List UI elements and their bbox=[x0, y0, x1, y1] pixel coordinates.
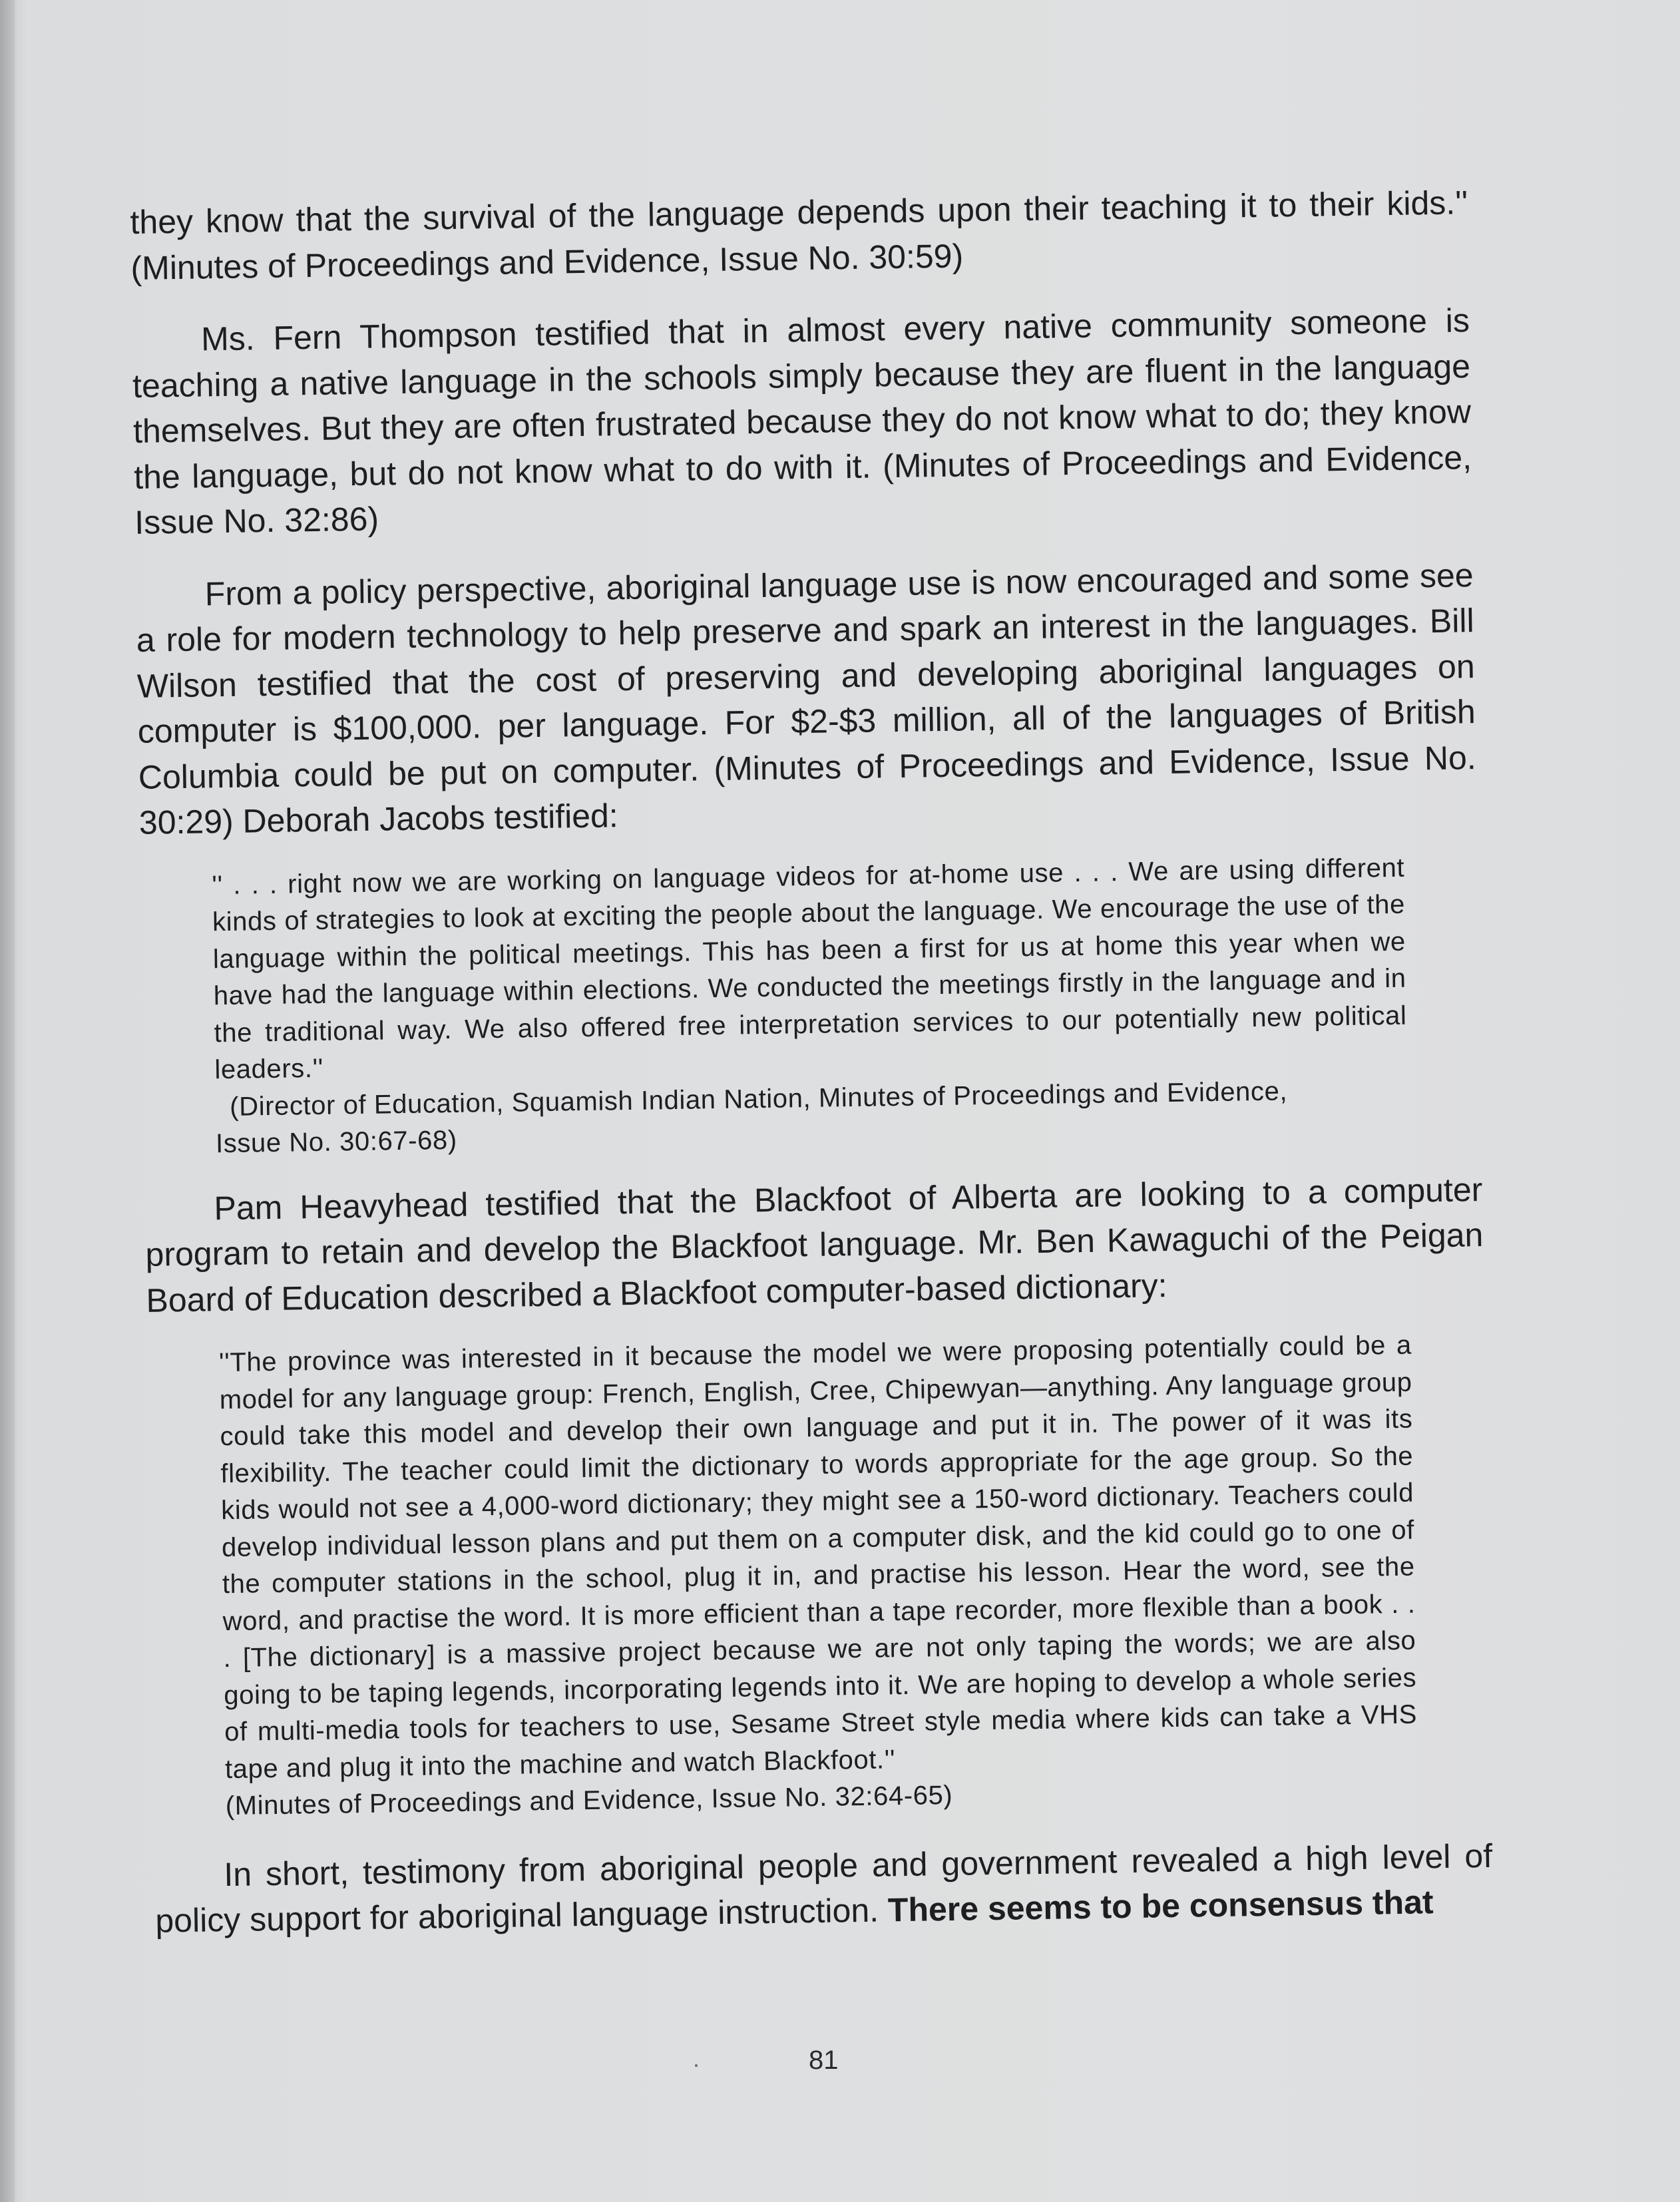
quote-text: ''The province was interested in it because the model we were proposing potentially could be a model for any language group: French, English, Cree, Chipewyan—anything. Any language group could take this model and develop their own language and put it in. The power of it was its flexibility. The teacher could limit the dictionary to words appropriate for the age group. So the kids would not see a 4,000-word dictionary; they might see a 150-word dictionary. Teachers could develop individual lesson plans and put them on a computer disk, and the kid could go to one of the computer stations in the school, plug it in, and practise his lesson. Hear the word, see the word, and practise the word. It is more efficient than a tape recorder, more flexible than a book . . . [The dictionary] is a massive project because we are not only taping the words; we are also going to be taping legends, incorporating legends into it. We are hoping to develop a whole series of multi-media tools for teachers to use, Sesame Street style media where kids can take a VHS tape and plug it into the machine and watch Blackfoot.'' bbox=[218, 1330, 1418, 1784]
block-quote-deborah-jacobs bbox=[140, 849, 1482, 1164]
paragraph-pam-heavyhead: Pam Heavyhead testified that the Blackfoot of Alberta are looking to a computer program to retain and develop the Blackfoot language. Mr. Ben Kawaguchi of the Peigan Board of Education described a Blackfoot computer-based dictionary: bbox=[145, 1170, 1484, 1319]
page-binding-edge bbox=[0, 0, 15, 2202]
page-number: 81 bbox=[809, 2046, 839, 2075]
page-body bbox=[130, 180, 1494, 1944]
quote-citation-line-1: (Director of Education, Squamish Indian Nation, Minutes of Proceedings and Evidence, bbox=[229, 1076, 1288, 1122]
quote-citation-line-1: (Minutes of Proceedings and Evidence, Issue No. 32:64-65) bbox=[225, 1780, 953, 1821]
paragraph-summary bbox=[154, 1833, 1494, 1944]
paragraph-policy-perspective: From a policy perspective, aboriginal language use is now encouraged and some see a role for modern technology to help preserve and spark an interest in the languages. Bill Wilson testified that the cost of preserving and developing aboriginal languages on computer is $100,000. per language. For $2-$3 million, all of the languages of British Columbia could be put on computer. (Minutes of Proceedings and Evidence, Issue No. 30:29) Deborah Jacobs testified: bbox=[136, 556, 1477, 841]
quote-text: '' . . . right now we are working on language videos for at-home use . . . We are using different kinds of strategies to look at exciting the people about the language. We encourage the use of the language within the political meetings. This has been a first for us at home this year when we have had the language within elections. We conducted the meetings firstly in the language and in the traditional way. We also offered free interpretation services to our potentially new political leaders.'' bbox=[211, 853, 1407, 1085]
summary-bold-text: There seems to be consensus that bbox=[887, 1883, 1434, 1929]
summary-regular-text: In short, testimony from aboriginal people and government revealed a high level of policy support for aboriginal language instruction. bbox=[154, 1837, 1493, 1940]
paragraph-fern-thompson: Ms. Fern Thompson testified that in almost every native community someone is teaching a native language in the schools simply because they are fluent in the language themselves. But they are often frustrated because they do not know what to do; they know the language, but do not know what to do with it. (Minutes of Proceedings and Evidence, Issue No. 32:86) bbox=[132, 302, 1472, 541]
block-quote-blackfoot-dictionary bbox=[147, 1326, 1492, 1826]
scan-speck bbox=[695, 2064, 698, 2067]
paragraph-continuation: they know that the survival of the language depends upon their teaching it to their kids.'' (Minutes of Proceedings and Evidence, Issue No. 30:59) bbox=[130, 184, 1468, 287]
quote-citation-line-2: Issue No. 30:67-68) bbox=[215, 1125, 458, 1159]
